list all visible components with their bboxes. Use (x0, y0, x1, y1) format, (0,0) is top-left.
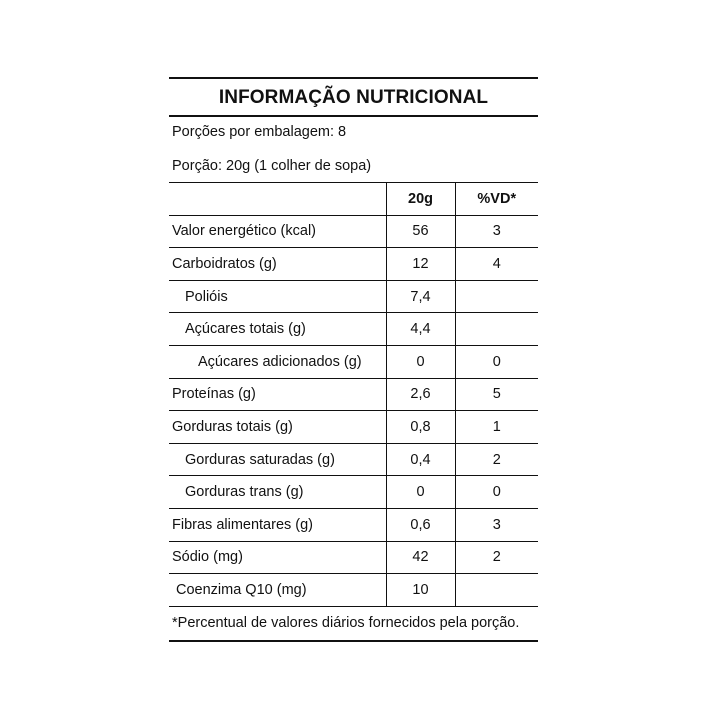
nutrient-daily-value: 2 (455, 541, 538, 574)
serving-size: Porção: 20g (1 colher de sopa) (172, 158, 372, 174)
nutrient-name: Valor energético (kcal) (169, 215, 386, 248)
nutrient-daily-value: 2 (455, 443, 538, 476)
nutrient-quantity: 56 (386, 215, 455, 248)
table-row (169, 411, 538, 444)
nutrient-daily-value: 5 (455, 378, 538, 411)
nutrition-facts-panel (169, 77, 538, 642)
table-row (169, 280, 538, 313)
nutrient-daily-value: 1 (455, 411, 538, 444)
table-row (169, 574, 538, 607)
nutrient-quantity: 0,6 (386, 508, 455, 541)
daily-value-footnote: *Percentual de valores diários fornecidos pela porção. (169, 607, 538, 642)
nutrient-quantity: 12 (386, 248, 455, 281)
table-row (169, 313, 538, 346)
header-label-cell (169, 183, 386, 216)
nutrient-quantity: 42 (386, 541, 455, 574)
table-row (169, 476, 538, 509)
nutrient-name: Sódio (mg) (169, 541, 386, 574)
nutrient-name: Gorduras saturadas (g) (169, 443, 386, 476)
table-row (169, 215, 538, 248)
table-row (169, 508, 538, 541)
table-row (169, 248, 538, 281)
nutrient-name: Açúcares adicionados (g) (169, 345, 386, 378)
nutrient-name: Açúcares totais (g) (169, 313, 386, 346)
nutrient-daily-value (455, 280, 538, 313)
nutrient-quantity: 0 (386, 345, 455, 378)
servings-per-package: Porções por embalagem: 8 (172, 124, 347, 140)
table-row (169, 345, 538, 378)
nutrient-daily-value (455, 574, 538, 607)
nutrient-name: Fibras alimentares (g) (169, 508, 386, 541)
table-row (169, 443, 538, 476)
header-quantity-cell: 20g (386, 183, 455, 216)
nutrient-quantity: 7,4 (386, 280, 455, 313)
nutrient-name: Gorduras totais (g) (169, 411, 386, 444)
nutrient-quantity: 2,6 (386, 378, 455, 411)
nutrient-name: Coenzima Q10 (mg) (169, 574, 386, 607)
table-header-row (169, 183, 538, 216)
nutrient-quantity: 0 (386, 476, 455, 509)
nutrition-table (169, 182, 538, 607)
nutrient-daily-value (455, 313, 538, 346)
nutrient-name: Polióis (169, 280, 386, 313)
header-daily-value-cell: %VD* (455, 183, 538, 216)
nutrient-daily-value: 0 (455, 345, 538, 378)
nutrient-name: Proteínas (g) (169, 378, 386, 411)
nutrient-quantity: 0,8 (386, 411, 455, 444)
nutrient-name: Gorduras trans (g) (169, 476, 386, 509)
nutrient-quantity: 10 (386, 574, 455, 607)
table-row (169, 378, 538, 411)
label-title: INFORMAÇÃO NUTRICIONAL (218, 87, 489, 108)
nutrient-quantity: 0,4 (386, 443, 455, 476)
table-row (169, 541, 538, 574)
nutrient-daily-value: 4 (455, 248, 538, 281)
nutrient-name: Carboidratos (g) (169, 248, 386, 281)
nutrient-daily-value: 3 (455, 215, 538, 248)
nutrient-daily-value: 0 (455, 476, 538, 509)
nutrient-quantity: 4,4 (386, 313, 455, 346)
nutrient-daily-value: 3 (455, 508, 538, 541)
